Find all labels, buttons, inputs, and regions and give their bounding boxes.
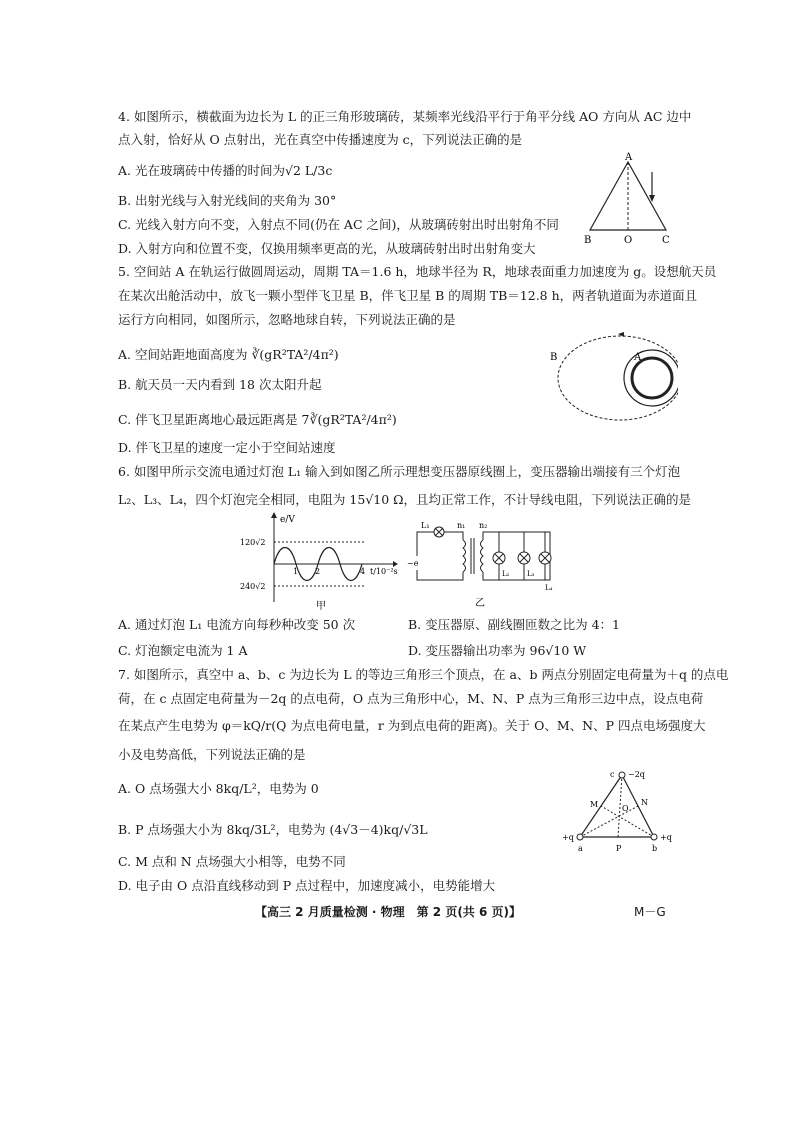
q6-option-d: D. 变压器输出功率为 96√10 W	[408, 643, 587, 658]
q6-stem-line2: L₂、L₃、L₄，四个灯泡完全相同，电阻为 15√10 Ω，且均正常工作，不计导线电阻，下列说法正确的是	[118, 492, 692, 507]
q4-stem-line1: 4. 如图所示，横截面为边长为 L 的正三角形玻璃砖，某频率光线沿平行于角平分线 AO 方向从 AC 边中	[118, 109, 692, 124]
q6-jia-ylabel: e/V	[280, 515, 295, 525]
q4-label-a: A	[625, 152, 633, 163]
q7-label-b-charge: +q	[660, 833, 672, 842]
q6-yi-l3: L₃	[527, 570, 535, 578]
footer-title: 【高三 2 月质量检测 · 物理 第 2 页(共 6 页)】	[255, 905, 521, 919]
q6-yi-caption: 乙	[475, 598, 485, 609]
q4-label-o: O	[624, 235, 633, 245]
q5-label-a: A	[634, 352, 642, 363]
q6-yi-l2: L₂	[502, 570, 510, 578]
q4-option-d: D. 入射方向和位置不变，仅换用频率更高的光，从玻璃砖射出时出射角变大	[118, 241, 536, 256]
q5-option-d: D. 伴飞卫星的速度一定小于空间站速度	[118, 440, 336, 455]
q6-yi-source: ~e	[407, 559, 419, 568]
q4-option-b: B. 出射光线与入射光线间的夹角为 30°	[118, 193, 337, 208]
q6-fig-yi-circuit	[405, 518, 560, 610]
q4-prism-figure	[580, 150, 670, 245]
q6-option-b: B. 变压器原、副线圈匝数之比为 4：1	[408, 617, 621, 632]
q6-stem-line1: 6. 如图甲所示交流电通过灯泡 L₁ 输入到如图乙所示理想变压器原线圈上，变压器输出端接有三个灯泡	[118, 464, 681, 479]
q5-orbit-figure	[548, 328, 678, 428]
q6-jia-ytop: 120√2	[240, 538, 266, 547]
q7-label-n: N	[641, 798, 648, 807]
q7-stem-line3: 在某点产生电势为 φ＝kQ/r(Q 为点电荷电量，r 为到点电荷的距离)。关于 O、M、N、P 四点电场强度大	[118, 718, 706, 733]
q7-label-m: M	[590, 800, 599, 809]
q6-yi-l1: L₁	[421, 521, 430, 530]
q6-jia-t4: 4	[360, 567, 366, 576]
q7-label-c: c	[610, 770, 615, 779]
q4-stem-line2: 点入射，恰好从 O 点射出，光在真空中传播速度为 c，下列说法正确的是	[118, 132, 523, 147]
q7-label-c-charge: −2q	[628, 770, 645, 779]
q7-stem-line4: 小及电势高低，下列说法正确的是	[118, 747, 306, 762]
q4-option-a: A. 光在玻璃砖中传播的时间为√2 L/3c	[118, 163, 333, 178]
q5-label-b: B	[550, 352, 558, 363]
q6-fig-jia-waveform	[238, 512, 400, 612]
q7-label-o: O	[622, 804, 629, 813]
q7-stem-line2: 荷，在 c 点固定电荷量为－2q 的点电荷，O 点为三角形中心，M、N、P 点为三角形三边中点，设点电荷	[118, 691, 704, 706]
q6-jia-caption: 甲	[316, 601, 326, 612]
q6-jia-xlabel: t/10⁻²s	[370, 567, 398, 576]
q7-label-p: P	[616, 844, 622, 853]
q5-stem-line2: 在某次出舱活动中，放飞一颗小型伴飞卫星 B，伴飞卫星 B 的周期 TB＝12.8 h，两者轨道面为赤道面且	[118, 288, 698, 303]
q5-stem-line3: 运行方向相同，如图所示，忽略地球自转，下列说法正确的是	[118, 312, 456, 327]
q6-option-a: A. 通过灯泡 L₁ 电流方向每秒种改变 50 次	[118, 617, 356, 632]
q5-option-b: B. 航天员一天内看到 18 次太阳升起	[118, 377, 322, 392]
q6-jia-t2: 2	[315, 567, 321, 576]
q6-jia-ybot: 240√2	[240, 582, 266, 591]
q7-stem-line1: 7. 如图所示，真空中 a、b、c 为边长为 L 的等边三角形三个顶点，在 a、b 两点分别固定电荷量为＋q 的点电	[118, 667, 729, 682]
q4-label-b: B	[584, 235, 592, 245]
q6-jia-t1: 1	[293, 567, 299, 576]
q4-option-c: C. 光线入射方向不变，入射点不同(仍在 AC 之间)，从玻璃砖射出时出射角不同	[118, 217, 559, 232]
q7-label-b: b	[652, 844, 658, 853]
q7-label-a: a	[578, 844, 583, 853]
q4-label-c: C	[662, 235, 670, 245]
footer-code: M－G	[634, 905, 666, 919]
q5-option-c: C. 伴飞卫星距离地心最远距离是 7∛(gR²TA²/4π²)	[118, 412, 397, 427]
q7-option-b: B. P 点场强大小为 8kq/3L²，电势为 (4√3－4)kq/√3L	[118, 822, 428, 837]
q7-triangle-figure	[562, 765, 682, 857]
q7-option-a: A. O 点场强大小 8kq/L²，电势为 0	[118, 781, 319, 796]
q7-label-a-charge: +q	[562, 833, 574, 842]
q7-option-c: C. M 点和 N 点场强大小相等，电势不同	[118, 854, 346, 869]
q6-yi-n2: n₂	[479, 521, 488, 530]
q6-yi-n1: n₁	[457, 521, 466, 530]
q7-option-d: D. 电子由 O 点沿直线移动到 P 点过程中，加速度减小，电势能增大	[118, 878, 496, 893]
q5-option-a: A. 空间站距地面高度为 ∛(gR²TA²/4π²)	[118, 347, 339, 362]
q5-stem-line1: 5. 空间站 A 在轨运行做圆周运动，周期 TA＝1.6 h，地球半径为 R，地球表面重力加速度为 g。设想航天员	[118, 264, 717, 279]
q6-yi-l4: L₄	[545, 584, 553, 592]
q6-option-c: C. 灯泡额定电流为 1 A	[118, 643, 248, 658]
